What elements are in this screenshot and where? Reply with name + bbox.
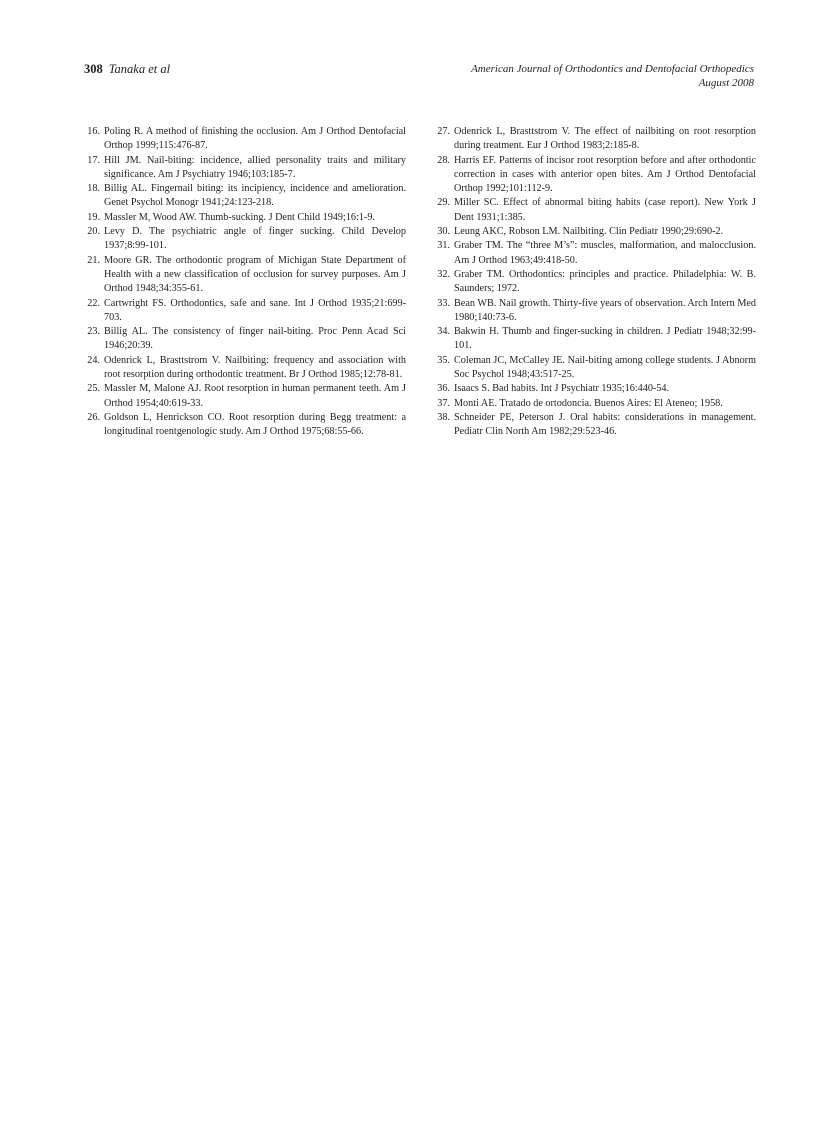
references-left-column bbox=[84, 125, 406, 440]
reference-item bbox=[434, 196, 756, 225]
reference-number: 23. bbox=[87, 326, 100, 338]
reference-text: Odenrick L, Brasttstrom V. Nailbiting: frequency and association with root resorption during orthodontic treatment. Br J Orthod 1985;12:78-81. bbox=[104, 354, 406, 381]
reference-item bbox=[434, 154, 756, 197]
reference-number: 20. bbox=[87, 226, 100, 238]
reference-number: 24. bbox=[87, 354, 100, 366]
reference-number: 34. bbox=[437, 326, 450, 338]
reference-item bbox=[84, 382, 406, 411]
reference-text: Massler M, Malone AJ. Root resorption in human permanent teeth. Am J Orthod 1954;40:619-33. bbox=[104, 383, 406, 409]
reference-number: 22. bbox=[87, 297, 100, 309]
reference-number: 35. bbox=[437, 354, 450, 366]
reference-text: Cartwright FS. Orthodontics, safe and sane. Int J Orthod 1935;21:699-703. bbox=[104, 297, 406, 323]
reference-number: 33. bbox=[437, 297, 450, 309]
reference-text: Graber TM. The “three M’s”: muscles, malformation, and malocclusion. Am J Orthod 1963;49:418-50. bbox=[454, 240, 756, 266]
reference-text: Harris EF. Patterns of incisor root resorption before and after orthodontic correction in cases with anterior open bites. Am J Orthod Dentofacial Orthop 1992;101:112-9. bbox=[454, 154, 756, 195]
reference-number: 37. bbox=[437, 397, 450, 409]
reference-text: Miller SC. Effect of abnormal biting habits (case report). New York J Dent 1931;1:385. bbox=[454, 197, 756, 223]
reference-number: 26. bbox=[87, 411, 100, 423]
reference-item bbox=[84, 411, 406, 440]
reference-number: 32. bbox=[437, 268, 450, 280]
reference-item bbox=[434, 268, 756, 297]
references-right-column bbox=[434, 125, 756, 440]
reference-number: 27. bbox=[437, 126, 450, 137]
reference-item bbox=[84, 325, 406, 354]
reference-number: 16. bbox=[87, 126, 100, 137]
reference-text: Leung AKC, Robson LM. Nailbiting. Clin Pediatr 1990;29:690-2. bbox=[454, 226, 724, 238]
running-author: Tanaka et al bbox=[108, 62, 171, 76]
reference-text: Billig AL. Fingernail biting: its incipiency, incidence and amelioration. Genet Psychol Monogr 1941;24:123-218. bbox=[104, 183, 406, 209]
reference-item bbox=[84, 354, 406, 383]
running-header-left bbox=[84, 61, 170, 77]
reference-text: Hill JM. Nail-biting: incidence, allied personality traits and military significance. Am J Psychiatry 1946;103:185-7. bbox=[104, 154, 406, 180]
reference-item bbox=[84, 125, 406, 154]
reference-text: Isaacs S. Bad habits. Int J Psychiatr 1935;16:440-54. bbox=[454, 383, 670, 395]
reference-text: Schneider PE, Peterson J. Oral habits: considerations in management. Pediatr Clin North Am 1982;29:523-46. bbox=[454, 411, 756, 438]
reference-item bbox=[84, 254, 406, 297]
reference-text: Monti AE. Tratado de ortodoncia. Buenos Aires: El Ateneo; 1958. bbox=[454, 397, 723, 409]
reference-number: 25. bbox=[87, 383, 100, 395]
reference-number: 18. bbox=[87, 183, 100, 195]
page-number: 308 bbox=[84, 62, 103, 76]
reference-text: Goldson L, Henrickson CO. Root resorption during Begg treatment: a longitudinal roentgenologic study. Am J Orthod 1975;68:55-66. bbox=[104, 411, 406, 438]
reference-number: 31. bbox=[437, 240, 450, 252]
reference-item bbox=[84, 211, 406, 225]
reference-text: Billig AL. The consistency of finger nail-biting. Proc Penn Acad Sci 1946;20:39. bbox=[104, 326, 406, 352]
reference-text: Coleman JC, McCalley JE. Nail-biting among college students. J Abnorm Soc Psychol 1948;43:517-25. bbox=[454, 354, 756, 381]
reference-item bbox=[434, 354, 756, 383]
reference-text: Moore GR. The orthodontic program of Michigan State Department of Health with a new classification of occlusion for survey purposes. Am J Orthod 1948;34:355-61. bbox=[104, 254, 406, 295]
running-header-right bbox=[394, 63, 754, 90]
reference-item bbox=[434, 325, 756, 354]
reference-text: Bean WB. Nail growth. Thirty-five years of observation. Arch Intern Med 1980;140:73-6. bbox=[454, 297, 756, 323]
reference-text: Graber TM. Orthodontics: principles and practice. Philadelphia: W. B. Saunders; 1972. bbox=[454, 268, 756, 295]
reference-item bbox=[84, 225, 406, 254]
reference-item bbox=[434, 297, 756, 326]
reference-number: 19. bbox=[87, 211, 100, 223]
reference-number: 29. bbox=[437, 197, 450, 209]
reference-text: Massler M, Wood AW. Thumb-sucking. J Dent Child 1949;16:1-9. bbox=[104, 211, 375, 223]
reference-text: Odenrick L, Brasttstrom V. The effect of nailbiting on root resorption during treatment. Eur J Orthod 1983;2:185-8. bbox=[454, 126, 756, 152]
reference-item bbox=[434, 239, 756, 268]
reference-item bbox=[434, 225, 756, 239]
reference-text: Poling R. A method of finishing the occlusion. Am J Orthod Dentofacial Orthop 1999;115:476-87. bbox=[104, 126, 406, 152]
reference-item bbox=[84, 182, 406, 211]
reference-number: 21. bbox=[87, 254, 100, 266]
reference-item bbox=[434, 125, 756, 154]
reference-number: 30. bbox=[437, 226, 450, 238]
journal-title: American Journal of Orthodontics and Dentofacial Orthopedics bbox=[471, 63, 754, 75]
reference-number: 38. bbox=[437, 411, 450, 423]
reference-text: Bakwin H. Thumb and finger-sucking in children. J Pediatr 1948;32:99-101. bbox=[454, 326, 756, 352]
reference-item bbox=[434, 397, 756, 411]
reference-item bbox=[84, 297, 406, 326]
reference-number: 28. bbox=[437, 154, 450, 166]
issue-date: August 2008 bbox=[698, 76, 754, 89]
reference-number: 36. bbox=[437, 383, 450, 395]
reference-item bbox=[434, 382, 756, 396]
reference-item bbox=[84, 154, 406, 183]
reference-number: 17. bbox=[87, 154, 100, 166]
reference-item bbox=[434, 411, 756, 440]
reference-text: Levy D. The psychiatric angle of finger sucking. Child Develop 1937;8:99-101. bbox=[104, 226, 406, 252]
